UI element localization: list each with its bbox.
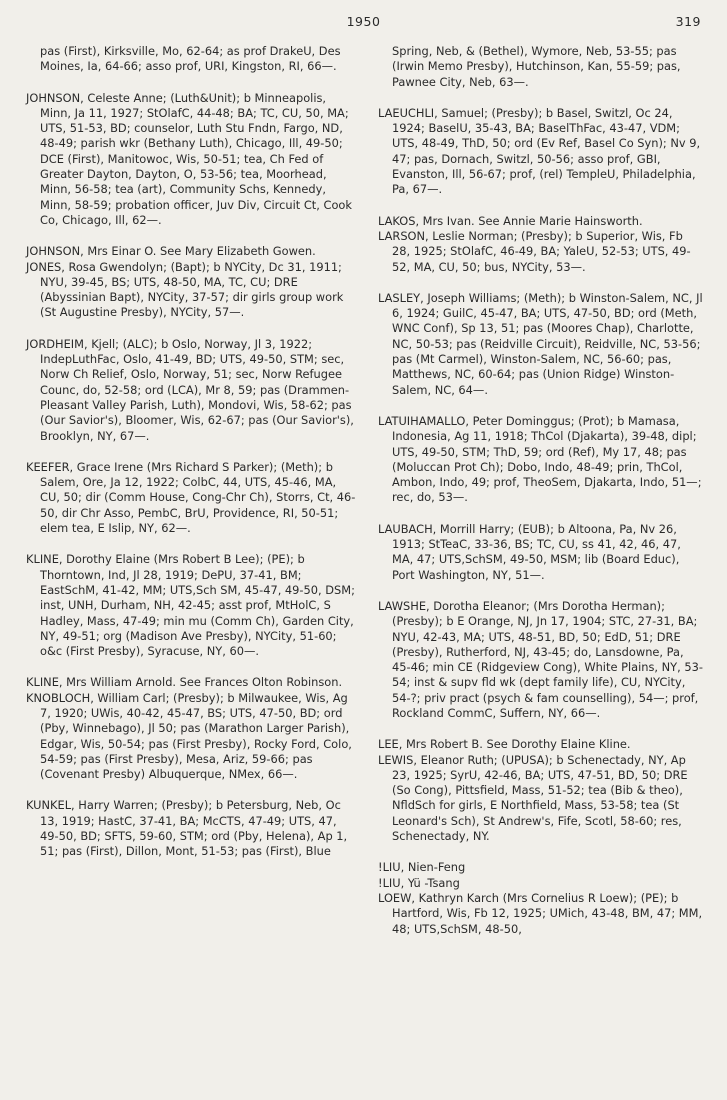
entry-lawshe-dorotha: LAWSHE, Dorotha Eleanor; (Mrs Dorotha Herman); (Presby); b E Orange, NJ, Jn 17, 1904; STC, 27-31, BA; NYU, 42-43, MA; UTS, 48-51, BD, 50; EdD, 51; DRE (Presby), Rutherford, NJ, 43-45; do, Lansdowne, Pa, 45-46; min CE (Ridgeview Cong), White Plains, NY, 53-54; inst & supv fld wk (dept family life), CU, NYCity, 54-?; priv pract (psych & fam counselling), 54—; prof, Rockland CommC, Suffern, NY, 66—. — [378, 598, 703, 720]
entry-latuihamallo-peter: LATUIHAMALLO, Peter Dominggus; (Prot); b Mamasa, Indonesia, Ag 11, 1918; ThCol (Djakarta), 39-48, dipl; UTS, 49-50, STM; ThD, 59; ord (Ref), My 17, 48; pas (Moluccan Prot Ch); Dobo, Indo, 48-49; prin, ThCol, Ambon, Indo, 49; prof, TheoSem, Djakarta, Indo, 51—; rec, do, 53—. — [378, 413, 702, 505]
entry-kline-william: KLINE, Mrs William Arnold. See Frances Olton Robinson. — [26, 675, 343, 690]
entry-lakos-ivan: LAKOS, Mrs Ivan. See Annie Marie Hainsworth. — [378, 213, 643, 228]
entry-continuation: pas (First), Kirksville, Mo, 62-64; as prof DrakeU, Des Moines, Ia, 64-66; asso prof, URI, Kingston, RI, 66—. — [40, 44, 341, 74]
entry-jones-rosa: JONES, Rosa Gwendolyn; (Bapt); b NYCity, Dc 31, 1911; NYU, 39-45, BS; UTS, 48-50, MA, TC, CU; DRE (Abyssinian Bapt), NYCity, 37-57; dir girls group work (St Augustine Presby), NYCity, 57—. — [26, 259, 344, 320]
entry-liu-yu-tsang: !LIU, Yü -Tsang — [378, 875, 460, 890]
right-column — [378, 44, 704, 937]
entry-lewis-eleanor: LEWIS, Eleanor Ruth; (UPUSA); b Schenectady, NY, Ap 23, 1925; SyrU, 42-46, BA; UTS, 47-51, BD, 50; DRE (So Cong), Pittsfield, Mass, 51-52; tea (Bib & theo), NfldSch for girls, E Northfield, Mass, 53-58; tea (St Leonard's Sch), St Andrew's, Fife, Scotl, 58-60; res, Schenectady, NY. — [378, 752, 688, 844]
entry-liu-nien-feng: !LIU, Nien-Feng — [378, 860, 466, 875]
page-number: 319 — [675, 14, 701, 29]
entry-keefer-grace: KEEFER, Grace Irene (Mrs Richard S Parker); (Meth); b Salem, Ore, Ja 12, 1922; ColbC, 44, UTS, 45-46, MA, CU, 50; dir (Comm House, Cong-Chr Ch), Storrs, Ct, 46-50, dir Chr Asso, PembC, BrU, Providence, RI, 50-51; elem tea, E Islip, NY, 62—. — [26, 459, 356, 536]
entry-larson-leslie: LARSON, Leslie Norman; (Presby); b Superior, Wis, Fb 28, 1925; StOlafC, 46-49, BA; YaleU, 52-53; UTS, 49-52, MA, CU, 50; bus, NYCity, 53—. — [378, 228, 691, 274]
entry-kline-dorothy: KLINE, Dorothy Elaine (Mrs Robert B Lee); (PE); b Thorntown, Ind, Jl 28, 1919; DePU, 37-41, BM; EastSchM, 41-42, MM; UTS,Sch SM, 45-47, 49-50, DSM; inst, UNH, Durham, NH, 42-45; asst prof, MtHolC, S Hadley, Mass, 47-49; min mu (Comm Ch), Garden City, NY, 49-51; org (Madison Ave Presby), NYCity, 51-60; o&c (First Presby), Syracuse, NY, 60—. — [26, 552, 355, 659]
entry-jordheim-kjell: JORDHEIM, Kjell; (ALC); b Oslo, Norway, Jl 3, 1922; IndepLuthFac, Oslo, 41-49, BD; UTS, 49-50, STM; sec, Norw Ch Relief, Oslo, Norway, 51; sec, Norw Refugee Counc, do, 52-58; ord (LCA), Mr 8, 59; pas (Drammen-Pleasant Valley Parish, Luth), Mondovi, Wis, 58-62; pas (Our Savior's), Bloomer, Wis, 62-67; pas (Our Savior's), Brooklyn, NY, 67—. — [26, 336, 354, 443]
entry-lasley-joseph: LASLEY, Joseph Williams; (Meth); b Winston-Salem, NC, Jl 6, 1924; GuilC, 45-47, BA; UTS, 47-50, BD; ord (Meth, WNC Conf), Sp 13, 51; pas (Moores Chap), Charlotte, NC, 50-53; pas (Reidville Circuit), Reidville, NC, 53-56; pas (Mt Carmel), Winston-Salem, NC, 56-60; pas, Matthews, NC, 60-64; pas (Union Ridge) Winston-Salem, NC, 64—. — [378, 290, 703, 397]
entry-knobloch-william: KNOBLOCH, William Carl; (Presby); b Milwaukee, Wis, Ag 7, 1920; UWis, 40-42, 45-47, BS; UTS, 47-50, BD; ord (Pby, Winnebago), Jl 50; pas (Marathon Larger Parish), Edgar, Wis, 50-54; pas (First Presby), Rocky Ford, Colo, 54-59; pas (First Presby), Mesa, Ariz, 59-66; pas (Covenant Presby) Albuquerque, NMex, 66—. — [26, 690, 352, 782]
entry-johnson-celeste: JOHNSON, Celeste Anne; (Luth&Unit); b Minneapolis, Minn, Ja 11, 1927; StOlafC, 44-48; BA; TC, CU, 50, MA; UTS, 51-53, BD; counselor, Luth Stu Fndn, Fargo, ND, 48-49; parish wkr (Bethany Luth), Chicago, Ill, 49-50; DCE (First), Manitowoc, Wis, 50-51; tea, Ch Fed of Greater Dayton, Dayton, O, 53-56; tea, Moorhead, Minn, 56-58; tea (art), Community Schs, Kennedy, Minn, 58-59; probation officer, Juv Div, Circuit Ct, Cook Co, Chicago, Ill, 62—. — [26, 90, 352, 227]
entry-kunkel-harry: KUNKEL, Harry Warren; (Presby); b Petersburg, Neb, Oc 13, 1919; HastC, 37-41, BA; McCTS, 47-49; UTS, 47, 49-50, BD; SFTS, 59-60, STM; ord (Pby, Helena), Ap 1, 51; pas (First), Dillon, Mont, 51-53; pas (First), Blue — [26, 798, 348, 859]
entry-lee-robert: LEE, Mrs Robert B. See Dorothy Elaine Kline. — [378, 737, 631, 752]
entry-continuation: Spring, Neb, & (Bethel), Wymore, Neb, 53-55; pas (Irwin Memo Presby), Hutchinson, Kan, 55-59; pas, Pawnee City, Neb, 63—. — [392, 44, 681, 89]
entry-laeuchli-samuel: LAEUCHLI, Samuel; (Presby); b Basel, Switzl, Oc 24, 1924; BaselU, 35-43, BA; BaselThFac, 43-47, VDM; UTS, 48-49, ThD, 50; ord (Ev Ref, Basel Co Syn); Nv 9, 47; pas, Dornach, Switzl, 50-56; asso prof, GBI, Evanston, Ill, 56-67; prof, (rel) TempleU, Philadelphia, Pa, 67—. — [378, 105, 701, 197]
entry-laubach-morrill: LAUBACH, Morrill Harry; (EUB); b Altoona, Pa, Nv 26, 1913; StTeaC, 33-36, BS; TC, CU, ss 41, 42, 46, 47, MA, 47; UTS,SchSM, 49-50, MSM; lib (Board Educ), Port Washington, NY, 51—. — [378, 521, 681, 582]
entry-johnson-einar: JOHNSON, Mrs Einar O. See Mary Elizabeth Gowen. — [26, 244, 316, 259]
left-column — [26, 44, 356, 860]
page-header — [0, 14, 727, 32]
running-header-year: 1950 — [346, 14, 381, 29]
entry-loew-kathryn: LOEW, Kathryn Karch (Mrs Cornelius R Loew); (PE); b Hartford, Wis, Fb 12, 1925; UMich, 43-48, BM, 47; MM, 48; UTS,SchSM, 48-50, — [378, 890, 703, 936]
